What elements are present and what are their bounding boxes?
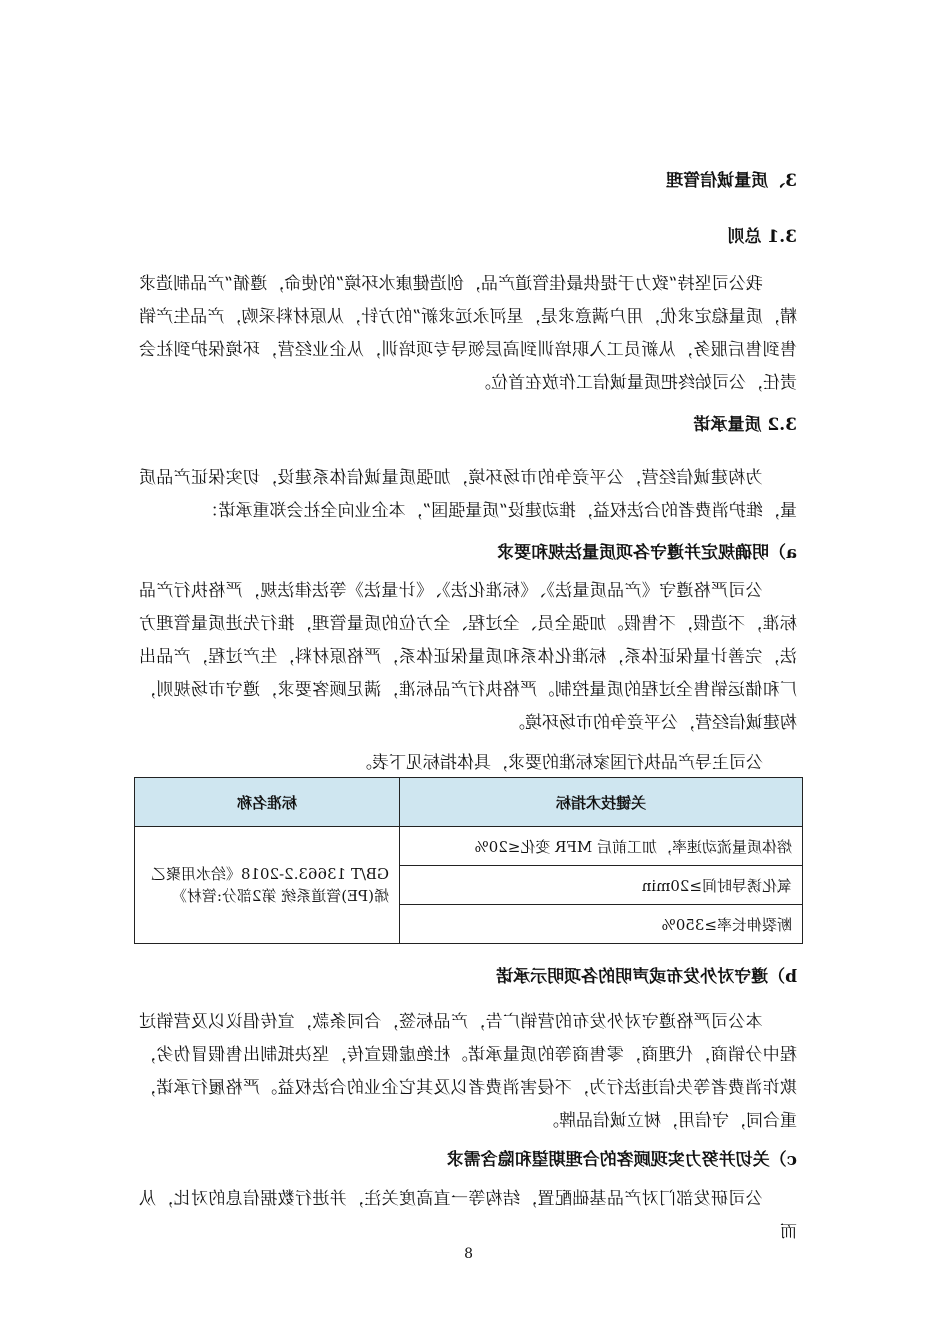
paragraph-text: 为构建诚信经营，公平竞争的市场环境，加强质量诚信体系建设，切实保证产品质量，维护消费者的合法权益，推动建设“质量强国”，本企业向全社会郑重承诺：	[139, 468, 797, 521]
section-3-1-heading: 3.1 总则	[727, 227, 797, 247]
paragraph-text: 公司主导产品执行国家标准的要求，具体指标见下表。	[355, 753, 763, 773]
indicator-cell: 熔体质量流动速率，加工前后 MFR 变化≤20%	[400, 827, 803, 866]
paragraph-text: 我公司坚持“致力于提供最佳管道产品，创造健康水环境”的使命，遵循“产品制造求精，质量稳定求优，用户满意求是，星河永远求新”的方针，从原材料采购，产品生产销售到售后服务，从新员工入职培训到高层领导专项培训，从企业经营，环境保护到社会责任，公司始终把质量诚信工作放在首位。	[139, 274, 797, 393]
paragraph-text: 本公司严格遵守对外发布的营销广告，产品标签，合同条款，宣传倡议以及营销过程中分销商，代理商，零售商等的质量承诺。杜绝虚假宣传，坚决抵制出售假冒伪劣，欺诈消费者等失信违法行为，不侵害消费者以及其它企业的合法权益。严格履行承诺，重合同，守信用，树立诚信品牌。	[139, 1012, 797, 1131]
commitment-c-heading: c）关切并努力实现顾客的合理期望和隐含需求	[446, 1150, 797, 1170]
table-intro-paragraph	[139, 747, 797, 780]
customer-needs-paragraph	[139, 1183, 797, 1249]
page-number: 8	[464, 1246, 473, 1262]
commitment-a-heading: a）明确规定并遵守各项质量法规和要求	[496, 543, 797, 563]
general-principles-paragraph	[139, 268, 797, 400]
standard-name-cell: GB/T 13663.2-2018《给水用聚乙烯(PE)管道系统 第2部分:管材》	[135, 827, 400, 944]
table-row	[135, 827, 803, 866]
commitment-b-heading: b）遵守对外发布或声明的各项明示承诺	[496, 967, 797, 987]
table-header-row	[135, 778, 803, 827]
indicator-cell: 氧化诱导时间≥20min	[400, 866, 803, 905]
column-header-indicator: 关键技术指标	[400, 778, 803, 827]
section-3-heading: 3、质量诚信管理	[666, 171, 797, 191]
indicator-cell: 断裂伸长率≥350%	[400, 905, 803, 944]
public-commitments-paragraph	[139, 1006, 797, 1138]
paragraph-text: 公司严格遵守《产品质量法》、《标准化法》、《计量法》等法律法规，严格执行产品标准，不造假，不售假。加强全员、全过程、全方位的质量管理，推行先进质量管理方法，完善计量保证体系，标准化体系和质量保证体系，严格原材料，生产过程，产品出厂和储运销售全过程的质量控制。严格执行产品标准，满足顾客要求，遵守市场规则，构建诚信经营，公平竞争的市场环境。	[139, 581, 797, 733]
standards-table	[134, 777, 803, 944]
quality-commitment-paragraph	[139, 462, 797, 528]
column-header-standard: 标准名称	[135, 778, 400, 827]
section-3-2-heading: 3.2 质量承诺	[693, 415, 797, 435]
regulations-paragraph	[139, 575, 797, 740]
paragraph-text: 公司研发部门对产品基础配置，结构等一直高度关注，并进行数据信息的对比，从而	[139, 1189, 797, 1242]
